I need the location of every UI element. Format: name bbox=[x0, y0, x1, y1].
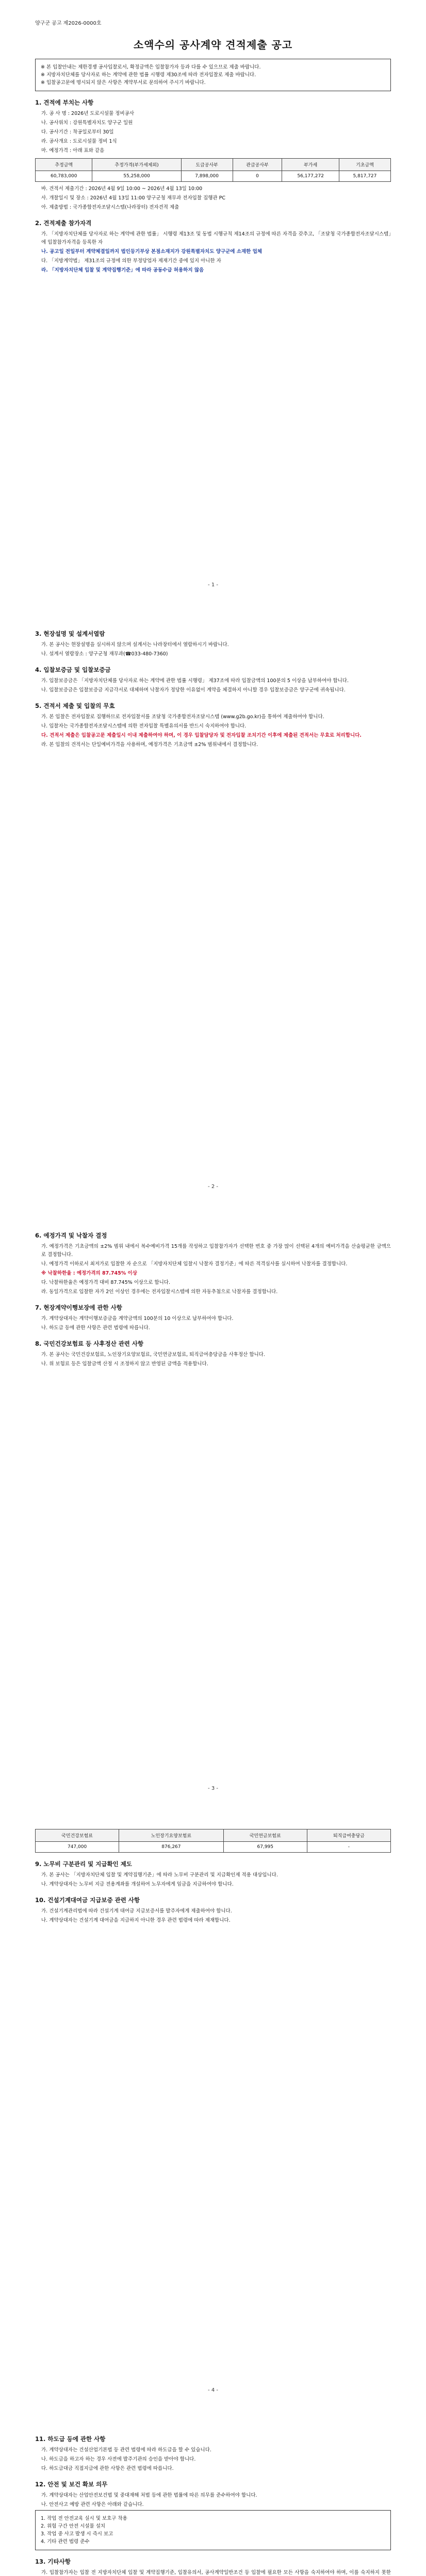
section-item: 가. 계약상대자는 산업안전보건법 및 중대재해 처벌 등에 관한 법률에 따른 의무를 준수하여야 합니다. bbox=[41, 2493, 257, 2498]
table-header: 추정가격(부가세제외) bbox=[92, 159, 181, 171]
section-item: 바. 견적서 제출기간 : 2026년 4월 9일 10:00 ~ 2026년 4월 13일 10:00 bbox=[41, 186, 203, 192]
safety-line: 3. 작업 중 사고 발생 시 즉시 보고 bbox=[41, 2531, 113, 2537]
notice-number: 양구군 공고 제2026-0000호 bbox=[35, 21, 102, 26]
section-item: 가. 본 공사는 국민건강보험료, 노인장기요양보험료, 국민연금보험료, 퇴직급여충당금을 사후정산 합니다. bbox=[41, 1352, 265, 1358]
section-item: 다. 「지방계약법」 제31조의 규정에 의한 부정당업자 제재기간 중에 있지 아니한 자 bbox=[41, 258, 221, 264]
table-header: 기초금액 bbox=[339, 159, 390, 171]
table-header: 퇴직급여충당금 bbox=[307, 1829, 390, 1842]
section-item: 라. 본 입찰의 견적서는 단일예비가격을 사용하며, 예정가격은 기초금액 ±2% 범위내에서 결정합니다. bbox=[41, 742, 258, 748]
document-title: 소액수의 공사계약 견적제출 공고 bbox=[133, 39, 293, 51]
section-heading: 3. 현장설명 및 설계서열람 bbox=[35, 630, 105, 637]
safety-line: 2. 위험 구간 안전 시설물 설치 bbox=[41, 2523, 106, 2529]
table-cell: 55,258,000 bbox=[92, 171, 181, 182]
table-header: 국민연금보험료 bbox=[223, 1829, 307, 1842]
table-cell: 0 bbox=[233, 171, 282, 182]
section-item: 가. 예정가격은 기초금액의 ±2% 범위 내에서 복수예비가격 15개를 작성하고 입찰참가자가 선택한 번호 중 가장 많이 선택된 4개의 예비가격을 산술평균한 금액으로 결정합니다. bbox=[41, 1244, 391, 1258]
section-item: 라. 동일가격으로 입찰한 자가 2인 이상인 경우에는 전자입찰시스템에 의한 자동추첨으로 낙찰자를 결정합니다. bbox=[41, 1289, 278, 1295]
table-header: 부가세 bbox=[282, 159, 339, 171]
table-header: 추정금액 bbox=[36, 159, 92, 171]
page-number: - 1 - bbox=[208, 582, 218, 588]
table-header: 관급공사부 bbox=[233, 159, 282, 171]
section-item: 마. 예정가격 : 아래 표와 같음 bbox=[41, 148, 105, 154]
price-table bbox=[35, 158, 391, 182]
table-cell: - bbox=[307, 1842, 390, 1853]
page-number: - 3 - bbox=[208, 1786, 218, 1791]
page-5 bbox=[0, 2407, 426, 2576]
section-heading: 10. 건설기계대여금 지급보증 관련 사항 bbox=[35, 1896, 140, 1904]
section-heading: 8. 국민건강보험료 등 사후정산 관련 사항 bbox=[35, 1340, 144, 1347]
insurance-table bbox=[35, 1829, 391, 1853]
table-header: 노인장기요양보험료 bbox=[119, 1829, 224, 1842]
table-cell: 5,817,727 bbox=[339, 171, 390, 182]
section-item: 나. 공사위치 : 강원특별자치도 양구군 일원 bbox=[41, 120, 133, 126]
section-item: 가. 공 사 명 : 2026년 도로시설물 정비공사 bbox=[41, 111, 135, 116]
section-item: 라. 공사개요 : 도로시설물 정비 1식 bbox=[41, 139, 117, 144]
section-item: 나. 예정가격 이하로서 최저가로 입찰한 자 순으로 「지방자치단체 입찰시 낙찰자 결정기준」에 따른 적격심사를 실시하여 낙찰자를 결정합니다. bbox=[41, 1261, 348, 1267]
section-heading: 12. 안전 및 보건 확보 의무 bbox=[35, 2481, 108, 2488]
section-heading: 9. 노무비 구분관리 및 지급확인 제도 bbox=[35, 1860, 132, 1868]
notice-line: ※ 본 입찰안내는 제한경쟁 공사입찰로서, 확정금액은 입찰참가자 등과 다를 수 있으므로 제출 바랍니다. bbox=[41, 64, 261, 70]
table-header: 도급공사부 bbox=[181, 159, 233, 171]
section-item: 가. 계약상대자는 계약이행보증금을 계약금액의 100분의 10 이상으로 납부하여야 합니다. bbox=[41, 1316, 234, 1321]
section-item: 나. 위 보험료 등은 입찰금액 산정 시 조정하지 않고 반영된 금액을 적용합니다. bbox=[41, 1361, 208, 1367]
section-heading: 13. 기타사항 bbox=[35, 2558, 71, 2565]
section-item: 나. 설계서 열람장소 : 양구군청 재무과(☎033-480-7360) bbox=[41, 651, 168, 657]
table-cell: 876,267 bbox=[119, 1842, 224, 1853]
page-number: - 2 - bbox=[208, 1184, 218, 1190]
section-item: 나. 하도급 등에 관한 사항은 관련 법령에 따릅니다. bbox=[41, 1325, 150, 1331]
page-1 bbox=[0, 0, 426, 602]
safety-box bbox=[35, 2510, 391, 2550]
section-item: 가. 본 공사는 현장설명을 실시하지 않으며 설계서는 나라장터에서 열람하시기 바랍니다. bbox=[41, 642, 229, 648]
section-item: 나. 계약상대자는 노무비 지급 전용계좌를 개설하여 노무자에게 임금을 지급하여야 합니다. bbox=[41, 1882, 234, 1887]
section-heading: 7. 현장계약이행보장에 관한 사항 bbox=[35, 1304, 122, 1311]
section-heading: 2. 견적제출 참가자격 bbox=[35, 219, 92, 227]
section-item: 다. 하도급대금 직접지급에 관한 사항은 관련 법령에 따릅니다. bbox=[41, 2466, 174, 2471]
table-row bbox=[36, 1842, 391, 1853]
section-item: 가. 계약상대자는 건설산업기본법 등 관련 법령에 따라 하도급을 할 수 있습니다. bbox=[41, 2447, 211, 2453]
section-item: 다. 낙찰하한율은 예정가격 대비 87.745% 이상으로 합니다. bbox=[41, 1280, 170, 1285]
safety-line: 4. 기타 관련 법령 준수 bbox=[41, 2539, 90, 2545]
page-number: - 4 - bbox=[208, 2387, 218, 2393]
table-cell: 747,000 bbox=[36, 1842, 119, 1853]
section-item: 나. 입찰자는 국가종합전자조달시스템에 의한 전자입찰 특별유의서를 반드시 숙지하여야 합니다. bbox=[41, 723, 247, 729]
table-row bbox=[36, 171, 391, 182]
section-item: 다. 공사기간 : 착공일로부터 30일 bbox=[41, 129, 114, 135]
section-heading: 4. 입찰보증금 및 입찰보증금 bbox=[35, 666, 111, 673]
notice-line: ※ 지방자치단체를 당사자로 하는 계약에 관한 법률 시행령 제30조에 따라 전자입찰로 제출 바랍니다. bbox=[41, 72, 256, 78]
section-item: 가. 본 공사는 「지방자치단체 입찰 및 계약집행기준」에 따라 노무비 구분관리 및 지급확인제 적용 대상입니다. bbox=[41, 1872, 278, 1878]
page-4 bbox=[0, 1805, 426, 2407]
section-item: 아. 제출방법 : 국가종합전자조달시스템(나라장터) 전자견적 제출 bbox=[41, 205, 179, 210]
section-item-highlight: 나. 공고일 전일부터 계약체결일까지 법인등기부상 본점소재지가 강원특별자치도 양구군에 소재한 업체 bbox=[41, 249, 262, 255]
section-item: 가. 본 입찰은 전자입찰로 집행하므로 전자입찰서를 조달청 국가종합전자조달시스템 (www.g2b.go.kr)을 통하여 제출하여야 합니다. bbox=[41, 714, 324, 720]
section-heading: 5. 견적서 제출 및 입찰의 무효 bbox=[35, 702, 115, 709]
table-header: 국민건강보험료 bbox=[36, 1829, 119, 1842]
page-2 bbox=[0, 602, 426, 1204]
safety-line: 1. 작업 전 안전교육 실시 및 보호구 착용 bbox=[41, 2516, 127, 2521]
section-item: 가. 입찰참가자는 입찰 전 지방자치단체 입찰 및 계약집행기준, 입찰유의서, 공사계약일반조건 등 입찰에 필요한 모든 사항을 숙지하여야 하며, 이를 숙지하지 못한 bbox=[41, 2570, 391, 2575]
section-item: 나. 하도급을 하고자 하는 경우 사전에 발주기관의 승인을 받아야 합니다. bbox=[41, 2456, 196, 2462]
table-cell: 67,995 bbox=[223, 1842, 307, 1853]
section-item: 사. 개찰일시 및 장소 : 2026년 4월 13일 11:00 양구군청 재무과 전자입찰 집행관 PC bbox=[41, 195, 225, 201]
section-item: 가. 입찰보증금은 「지방자치단체를 당사자로 하는 계약에 관한 법률 시행령」 제37조에 따라 입찰금액의 100분의 5 이상을 납부하여야 합니다. bbox=[41, 678, 349, 684]
section-heading: 11. 하도급 등에 관한 사항 bbox=[35, 2435, 106, 2443]
section-item-highlight: 라. 「지방자치단체 입찰 및 계약집행기준」에 따라 공동수급 허용하지 않음 bbox=[41, 267, 204, 273]
section-item: 나. 계약상대자는 건설기계 대여금을 지급하지 아니한 경우 관련 법령에 따라 제재합니다. bbox=[41, 1918, 231, 1923]
section-heading: 6. 예정가격 및 낙찰자 결정 bbox=[35, 1232, 107, 1239]
section-item-highlight: 다. 견적서 제출은 입찰공고문 제출일시 이내 제출하여야 하며, 이 경우 입찰담당자 및 전자입찰 조치기간 이후에 제출된 견적서는 무효로 처리합니다. bbox=[41, 733, 362, 738]
table-cell: 60,783,000 bbox=[36, 171, 92, 182]
section-item: 가. 건설기계관리법에 따라 건설기계 대여금 지급보증서를 발주자에게 제출하여야 합니다. bbox=[41, 1908, 232, 1914]
page-3 bbox=[0, 1204, 426, 1805]
notice-line: ※ 입찰공고문에 명시되지 않은 사항은 계약부서로 문의하여 주시기 바랍니다. bbox=[41, 80, 206, 86]
section-heading: 1. 견적에 부치는 사항 bbox=[35, 99, 94, 106]
section-item: 나. 입찰보증금은 입찰보증금 지급각서로 대체하며 낙찰자가 정당한 이유없이 계약을 체결하지 아니할 경우 입찰보증금은 양구군에 귀속됩니다. bbox=[41, 687, 346, 693]
table-cell: 7,898,000 bbox=[181, 171, 233, 182]
section-item-highlight: ※ 낙찰하한율 : 예정가격의 87.745% 이상 bbox=[41, 1270, 137, 1276]
section-item: 가. 「지방자치단체를 당사자로 하는 계약에 관한 법률」 시행령 제13조 및 동법 시행규칙 제14조의 규정에 따른 자격을 갖추고, 「조달청 국가종합전자조달시스템」에 입찰참가자격을 등록한 자 bbox=[41, 231, 391, 245]
notice-box bbox=[35, 59, 391, 91]
table-cell: 56,177,272 bbox=[282, 171, 339, 182]
section-item: 나. 안전사고 예방 관련 사항은 아래와 같습니다. bbox=[41, 2502, 144, 2507]
